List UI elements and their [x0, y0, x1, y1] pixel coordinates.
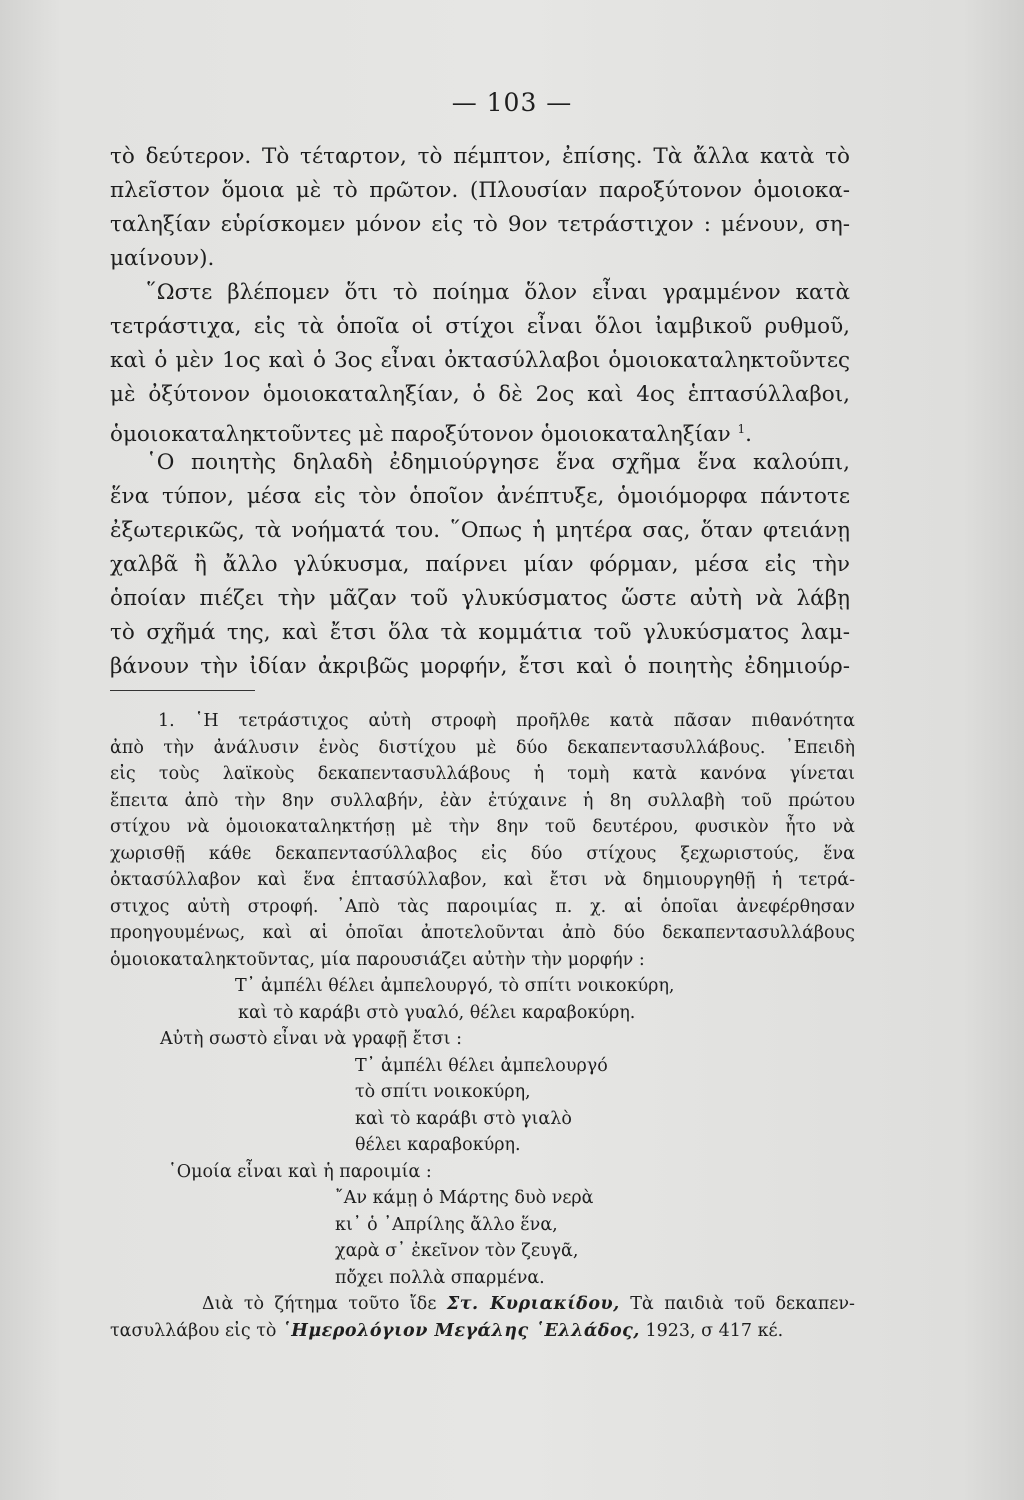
author-name: Στ. Κυριακίδου,: [446, 1294, 620, 1314]
text-line: ῾Ο ποιητὴς δηλαδὴ ἐδημιούργησε ἕνα σχῆμα ἕνα καλούπι,: [146, 450, 850, 475]
footnote-divider: [110, 690, 255, 691]
text-line: μαίνουν).: [110, 246, 215, 271]
verse-line: χαρὰ σ᾿ ἐκεῖνον τὸν ζευγᾶ,: [335, 1241, 579, 1261]
text-line: τὸ δεύτερον. Τὸ τέταρτον, τὸ πέμπτον, ἐπίσης. Τὰ ἄλλα κατὰ τὸ: [110, 144, 850, 169]
text-line: βάνουν τὴν ἰδίαν ἀκριβῶς μορφήν, ἔτσι καὶ ὁ ποιητὴς ἐδημιούρ-: [110, 654, 850, 679]
footnote-line: 1. ῾Η τετράστιχος αὐτὴ στροφὴ προῆλθε κατὰ πᾶσαν πιθανότητα: [158, 711, 855, 731]
footnote-line: χωρισθῇ κάθε δεκαπεντασύλλαβος εἰς δύο στίχους ξεχωριστούς, ἕνα: [110, 843, 855, 864]
footnote-line: ἔπειτα ἀπὸ τὴν 8ην συλλαβήν, ἐὰν ἐτύχαινε ἡ 8η συλλαβὴ τοῦ πρώτου: [110, 790, 855, 811]
text-line: ταληξίαν εὑρίσκομεν μόνον εἰς τὸ 9ον τετράστιχον : μένουν, ση-: [110, 212, 850, 237]
text-line-content: ὁμοιοκαταληκτοῦντες μὲ παροξύτονον ὁμοιοκαταληξίαν: [110, 422, 731, 448]
verse-intro: Αὐτὴ σωστὸ εἶναι νὰ γραφῇ ἔτσι :: [160, 1029, 462, 1049]
text-line: καὶ ὁ μὲν 1ος καὶ ὁ 3ος εἶναι ὀκτασύλλαβοι ὁμοιοκαταληκτοῦντες: [110, 348, 850, 373]
text-line: ῞Ωστε βλέπομεν ὅτι τὸ ποίημα ὅλον εἶναι γραμμένον κατὰ: [146, 280, 850, 305]
text-line: πλεῖστον ὅμοια μὲ τὸ πρῶτον. (Πλουσίαν παροξύτονον ὁμοιοκα-: [110, 178, 850, 203]
footnote-marker: 1: [737, 422, 746, 436]
text-line: τετράστιχα, εἰς τὰ ὁποῖα οἱ στίχοι εἶναι ὅλοι ἰαμβικοῦ ρυθμοῦ,: [110, 314, 850, 339]
verse-line: πὄχει πολλὰ σπαρμένα.: [335, 1267, 545, 1288]
footnote-line: προηγουμένως, καὶ αἱ ὁποῖαι ἀποτελοῦνται ἀπὸ δύο δεκαπεντασυλλάβους: [110, 923, 855, 943]
footnote-line: [110, 1291, 855, 1318]
verse-intro: ῾Ομοία εἶναι καὶ ἡ παροιμία :: [168, 1161, 432, 1182]
closing-text: Τὰ παιδιὰ τοῦ δεκαπεν-: [630, 1294, 855, 1314]
footnote-line: [110, 1318, 855, 1345]
footnote-line: εἰς τοὺς λαϊκοὺς δεκαπεντασυλλάβους ἡ τομὴ κατὰ κανόνα γίνεται: [110, 764, 855, 784]
text-line: μὲ ὀξύτονον ὁμοιοκαταληξίαν, ὁ δὲ 2ος καὶ 4ος ἑπτασύλλαβοι,: [110, 382, 850, 407]
text-line: ἕνα τύπον, μέσα εἰς τὸν ὁποῖον ἀνέπτυξε, ὁμοιόμορφα πάντοτε: [110, 484, 850, 509]
verse-line: καὶ τὸ καράβι στὸ γιαλὸ: [355, 1108, 572, 1129]
verse-line: θέλει καραβοκύρη.: [355, 1135, 521, 1155]
verse-line: Τ᾿ ἀμπέλι θέλει ἀμπελουργό: [355, 1055, 608, 1076]
text-line: τὸ σχῆμά της, καὶ ἔτσι ὅλα τὰ κομμάτια τοῦ γλυκύσματος λαμ-: [110, 620, 850, 645]
footnote-line: ὁμοιοκαταληκτοῦντας, μία παρουσιάζει αὐτὴν τὴν μορφήν :: [110, 949, 645, 970]
verse-line: Τ᾿ ἀμπέλι θέλει ἀμπελουργό, τὸ σπίτι νοικοκύρη,: [235, 976, 675, 996]
footnote-line: στίχου νὰ ὁμοιοκαταληκτήσῃ μὲ τὴν 8ην τοῦ δευτέρου, φυσικὸν ἦτο νὰ: [110, 817, 855, 837]
closing-text: τασυλλάβου εἰς τὸ: [110, 1320, 277, 1341]
footnote-line: ὀκτασύλλαβον καὶ ἕνα ἑπτασύλλαβον, καὶ ἔτσι νὰ δημιουργηθῇ ἡ τετρά-: [110, 870, 855, 890]
text-line: ἐξωτερικῶς, τὰ νοήματά του. ῞Οπως ἡ μητέρα σας, ὅταν φτειάνῃ: [110, 518, 850, 543]
footnote-line: ἀπὸ τὴν ἀνάλυσιν ἑνὸς διστίχου μὲ δύο δεκαπεντασυλλάβους. ᾿Επειδὴ: [110, 737, 855, 758]
verse-line: ῎Αν κάμῃ ὁ Μάρτης δυὸ νερὰ: [335, 1188, 594, 1208]
page-number: — 103 —: [451, 88, 573, 117]
closing-text: Διὰ τὸ ζήτημα τοῦτο ἴδε: [202, 1294, 437, 1314]
text-line: χαλβᾶ ἢ ἄλλο γλύκυσμα, παίρνει μίαν φόρμαν, μέσα εἰς τὴν: [110, 552, 850, 577]
footnote-line: στιχος αὐτὴ στροφή. ᾿Απὸ τὰς παροιμίας π. χ. αἱ ὁποῖαι ἀνεφέρθησαν: [110, 896, 855, 917]
closing-text: 1923, σ 417 κέ.: [645, 1320, 784, 1341]
text-line: ὁμοιοκαταληκτοῦντες μὲ παροξύτονον ὁμοιοκαταληξίαν $^1$.: [110, 422, 752, 448]
text-line: ὁποίαν πιέζει τὴν μᾶζαν τοῦ γλυκύσματος ὥστε αὐτὴ νὰ λάβῃ: [110, 586, 850, 611]
publication-title: ῾Ημερολόγιον Μεγάλης ῾Ελλάδος,: [282, 1320, 640, 1341]
verse-line: καὶ τὸ καράβι στὸ γυαλό, θέλει καραβοκύρη.: [238, 1002, 636, 1023]
verse-line: τὸ σπίτι νοικοκύρη,: [355, 1082, 531, 1102]
verse-line: κι᾿ ὁ ᾿Απρίλης ἄλλο ἕνα,: [335, 1214, 558, 1235]
footnote: [110, 708, 855, 1344]
main-text: [110, 140, 850, 684]
